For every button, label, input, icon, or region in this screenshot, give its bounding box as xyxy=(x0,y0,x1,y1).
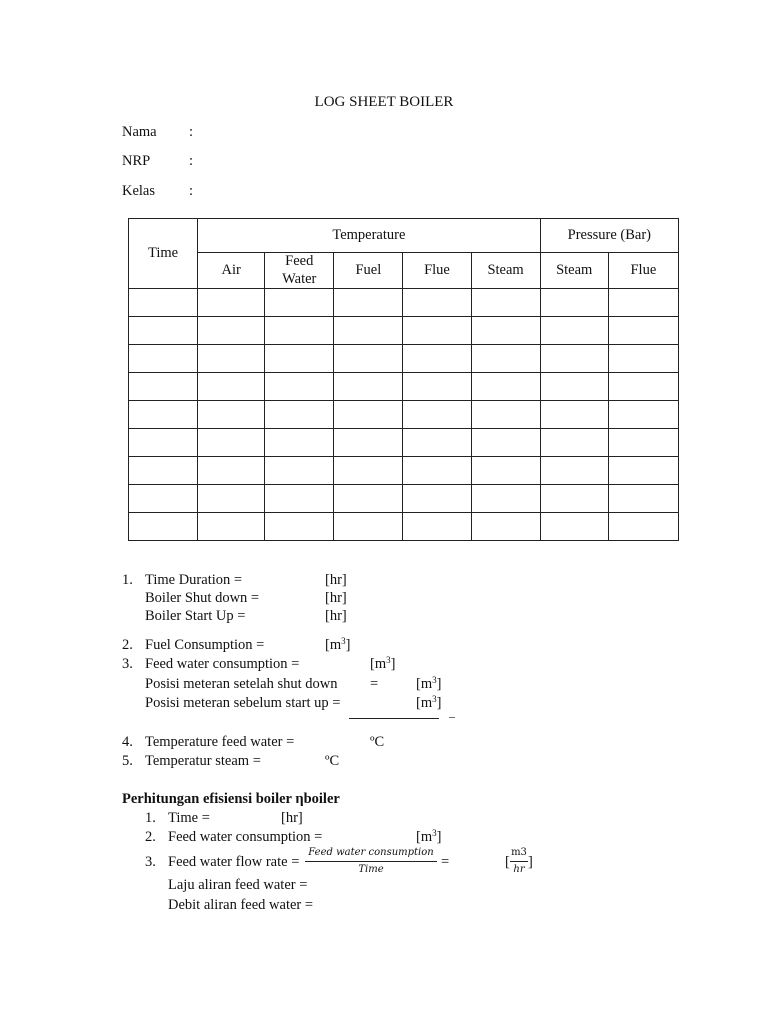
flow-rate-fraction xyxy=(305,848,437,875)
section2-heading: Perhitungan efisiensi boiler ηboiler xyxy=(122,791,340,807)
table-cell xyxy=(403,401,471,429)
header-pressure: Pressure (Bar) xyxy=(540,219,678,253)
table-cell xyxy=(129,457,198,485)
table-cell xyxy=(540,317,608,345)
item1-text: Time Duration = xyxy=(145,572,243,588)
table-cell xyxy=(265,401,334,429)
item2-text: Fuel Consumption = xyxy=(145,637,265,653)
table-cell xyxy=(608,457,678,485)
item3b-text: Posisi meteran sebelum start up = xyxy=(145,695,341,711)
table-cell xyxy=(471,457,540,485)
item3a-text: Posisi meteran setelah shut down xyxy=(145,676,338,692)
table-cell xyxy=(540,345,608,373)
item2-unit-end: ] xyxy=(345,637,351,653)
table-cell xyxy=(129,485,198,513)
table-cell xyxy=(129,345,198,373)
item4-number: 4. xyxy=(122,734,133,750)
s2-item1-unit: [hr] xyxy=(281,810,303,826)
table-cell xyxy=(471,485,540,513)
s2-item3-eq: = xyxy=(441,854,450,870)
table-cell xyxy=(540,457,608,485)
item2-unit xyxy=(325,638,350,653)
table-cell xyxy=(471,289,540,317)
table-cell xyxy=(129,429,198,457)
item1b-unit: [hr] xyxy=(325,608,347,624)
unit-numerator: m3 xyxy=(511,847,527,858)
field-label-nrp: NRP xyxy=(122,153,151,169)
log-table-body xyxy=(129,289,679,541)
table-cell xyxy=(198,373,265,401)
table-cell xyxy=(198,485,265,513)
table-cell xyxy=(403,457,471,485)
s2-item2-unit-end: ] xyxy=(436,829,442,845)
table-row xyxy=(129,345,679,373)
item5-text: Temperatur steam = xyxy=(145,753,261,769)
item3b-unit xyxy=(416,696,441,711)
table-cell xyxy=(265,429,334,457)
item3a-unit xyxy=(416,677,441,692)
table-cell xyxy=(608,485,678,513)
table-cell xyxy=(540,373,608,401)
item1a-unit: [hr] xyxy=(325,590,347,606)
document-title: LOG SHEET BOILER xyxy=(314,94,454,110)
table-cell xyxy=(608,429,678,457)
table-cell xyxy=(198,317,265,345)
table-cell xyxy=(471,345,540,373)
item3-text: Feed water consumption = xyxy=(145,656,300,672)
s2-item2-text: Feed water consumption = xyxy=(168,829,323,845)
item4-unit: ºC xyxy=(370,734,385,750)
item2-unit-exp: 3 xyxy=(341,636,346,646)
minus-sign: – xyxy=(449,709,455,723)
item3-unit xyxy=(370,657,395,672)
table-cell xyxy=(265,485,334,513)
table-cell xyxy=(334,485,403,513)
table-cell xyxy=(403,513,471,541)
fraction-bar xyxy=(305,861,437,862)
table-cell xyxy=(129,513,198,541)
item1a-text: Boiler Shut down = xyxy=(145,590,260,606)
table-cell xyxy=(334,345,403,373)
table-cell xyxy=(198,345,265,373)
table-row xyxy=(129,513,679,541)
table-cell xyxy=(265,457,334,485)
table-cell xyxy=(471,513,540,541)
table-row xyxy=(129,485,679,513)
s2-item2-unit-base: [m xyxy=(416,829,433,845)
table-row xyxy=(129,429,679,457)
header-temp-flue: Flue xyxy=(403,253,471,289)
table-row xyxy=(129,317,679,345)
table-row xyxy=(129,401,679,429)
header-pressure-steam: Steam xyxy=(540,253,608,289)
item3-unit-base: [m xyxy=(370,656,387,672)
s2-item2-unit-exp: 3 xyxy=(432,828,437,838)
table-cell xyxy=(471,401,540,429)
unit-close-bracket: ] xyxy=(528,854,533,870)
table-cell xyxy=(608,317,678,345)
fraction-denominator: Time xyxy=(358,864,384,875)
s2-item2-unit xyxy=(416,830,441,845)
table-cell xyxy=(198,457,265,485)
item3a-unit-end: ] xyxy=(436,676,442,692)
s2-item1-text: Time = xyxy=(168,810,210,826)
table-cell xyxy=(198,513,265,541)
field-label-nama: Nama xyxy=(122,124,157,140)
s2-item3-number: 3. xyxy=(145,854,156,870)
table-cell xyxy=(471,373,540,401)
item3-number: 3. xyxy=(122,656,133,672)
item2-number: 2. xyxy=(122,637,133,653)
table-row xyxy=(129,457,679,485)
field-label-kelas: Kelas xyxy=(122,183,156,199)
table-cell xyxy=(403,429,471,457)
s2-item3a-text: Laju aliran feed water = xyxy=(168,877,308,893)
item3a-unit-base: [m xyxy=(416,676,433,692)
header-temp-feed-water xyxy=(265,253,334,289)
item5-number: 5. xyxy=(122,753,133,769)
table-cell xyxy=(403,345,471,373)
table-cell xyxy=(608,345,678,373)
table-cell xyxy=(334,401,403,429)
table-cell xyxy=(265,317,334,345)
item1-unit: [hr] xyxy=(325,572,347,588)
unit-open-bracket: [ xyxy=(505,854,510,870)
log-table xyxy=(128,218,679,541)
s2-item1-number: 1. xyxy=(145,810,156,826)
field-colon-kelas: : xyxy=(189,183,194,199)
item1b-text: Boiler Start Up = xyxy=(145,608,246,624)
table-row xyxy=(129,373,679,401)
table-cell xyxy=(265,373,334,401)
item2-unit-base: [m xyxy=(325,637,342,653)
table-cell xyxy=(471,429,540,457)
item3-unit-end: ] xyxy=(390,656,396,672)
table-cell xyxy=(403,373,471,401)
table-cell xyxy=(334,373,403,401)
table-cell xyxy=(198,401,265,429)
table-cell xyxy=(129,373,198,401)
fraction-numerator: Feed water consumption xyxy=(308,847,434,858)
item3b-unit-end: ] xyxy=(436,695,442,711)
table-cell xyxy=(540,429,608,457)
item5-unit: ºC xyxy=(325,753,340,769)
table-cell xyxy=(334,289,403,317)
field-colon-nrp: : xyxy=(189,153,194,169)
table-cell xyxy=(540,289,608,317)
item1-number: 1. xyxy=(122,572,133,588)
table-cell xyxy=(129,401,198,429)
table-cell xyxy=(403,317,471,345)
table-cell xyxy=(608,513,678,541)
table-cell xyxy=(608,289,678,317)
table-cell xyxy=(265,289,334,317)
unit-fraction xyxy=(510,848,528,875)
header-temp-feed-water-label: Feed Water xyxy=(282,253,317,287)
header-pressure-flue: Flue xyxy=(608,253,678,289)
item4-text: Temperature feed water = xyxy=(145,734,295,750)
table-cell xyxy=(129,289,198,317)
header-temp-fuel: Fuel xyxy=(334,253,403,289)
header-time: Time xyxy=(129,219,198,289)
item3b-unit-base: [m xyxy=(416,695,433,711)
item3-unit-exp: 3 xyxy=(386,655,391,665)
table-cell xyxy=(334,317,403,345)
table-cell xyxy=(334,429,403,457)
table-cell xyxy=(403,485,471,513)
header-temp-air: Air xyxy=(198,253,265,289)
s2-item3b-text: Debit aliran feed water = xyxy=(168,897,314,913)
header-temperature: Temperature xyxy=(198,219,541,253)
s2-item3-text: Feed water flow rate = xyxy=(168,854,300,870)
table-cell xyxy=(334,457,403,485)
item3a-unit-exp: 3 xyxy=(432,675,437,685)
table-cell xyxy=(540,485,608,513)
item3b-unit-exp: 3 xyxy=(432,694,437,704)
table-cell xyxy=(265,345,334,373)
unit-denominator: hr xyxy=(513,864,525,875)
table-cell xyxy=(471,317,540,345)
header-temp-steam: Steam xyxy=(471,253,540,289)
field-colon-nama: : xyxy=(189,124,194,140)
table-cell xyxy=(265,513,334,541)
table-cell xyxy=(540,401,608,429)
table-cell xyxy=(403,289,471,317)
table-cell xyxy=(198,429,265,457)
item3a-eq: = xyxy=(370,676,379,692)
table-cell xyxy=(334,513,403,541)
table-row xyxy=(129,289,679,317)
subtraction-line xyxy=(349,718,439,719)
table-cell xyxy=(608,373,678,401)
table-cell xyxy=(540,513,608,541)
table-cell xyxy=(608,401,678,429)
table-cell xyxy=(129,317,198,345)
unit-fraction-bar xyxy=(510,861,528,862)
table-cell xyxy=(198,289,265,317)
s2-item2-number: 2. xyxy=(145,829,156,845)
